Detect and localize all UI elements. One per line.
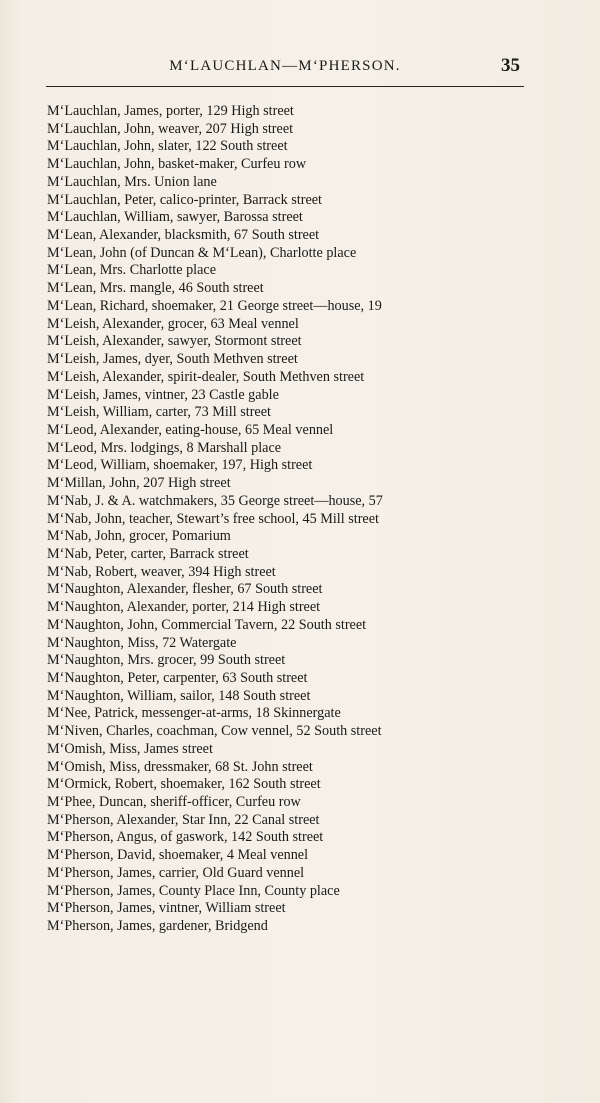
directory-entry: M‘Leish, William, carter, 73 Mill street xyxy=(47,404,271,421)
directory-entry: M‘Lauchlan, Peter, calico-printer, Barrack street xyxy=(47,191,322,208)
directory-entry: M‘Naughton, Miss, 72 Watergate xyxy=(47,634,237,651)
directory-entry: M‘Nab, John, teacher, Stewart’s free school, 45 Mill street xyxy=(47,510,379,527)
directory-entry: M‘Pherson, James, County Place Inn, County place xyxy=(47,882,340,899)
header-rule xyxy=(46,86,524,87)
directory-entry: M‘Leod, Alexander, eating-house, 65 Meal vennel xyxy=(47,421,334,438)
directory-entry: M‘Lean, Mrs. mangle, 46 South street xyxy=(47,280,264,297)
directory-entry: M‘Pherson, James, vintner, William street xyxy=(47,900,286,917)
directory-entry: M‘Pherson, David, shoemaker, 4 Meal vennel xyxy=(47,847,309,864)
directory-entries xyxy=(47,103,517,936)
directory-entry: M‘Lauchlan, John, basket-maker, Curfeu row xyxy=(47,156,307,173)
directory-entry: M‘Nab, John, grocer, Pomarium xyxy=(47,528,231,545)
directory-entry: M‘Pherson, Angus, of gaswork, 142 South street xyxy=(47,829,324,846)
directory-entry: M‘Niven, Charles, coachman, Cow vennel, 52 South street xyxy=(47,723,382,740)
directory-entry: M‘Millan, John, 207 High street xyxy=(47,475,231,492)
directory-entry: M‘Leod, Mrs. lodgings, 8 Marshall place xyxy=(47,439,282,456)
directory-entry: M‘Lean, John (of Duncan & M‘Lean), Charlotte place xyxy=(47,244,357,261)
directory-entry: M‘Lauchlan, William, sawyer, Barossa street xyxy=(47,209,303,226)
directory-entry: M‘Leod, William, shoemaker, 197, High street xyxy=(47,457,313,474)
directory-entry: M‘Nee, Patrick, messenger-at-arms, 18 Skinnergate xyxy=(47,705,341,722)
directory-entry: M‘Leish, Alexander, sawyer, Stormont street xyxy=(47,333,302,350)
directory-entry: M‘Naughton, Alexander, flesher, 67 South street xyxy=(47,581,323,598)
directory-entry: M‘Leish, Alexander, spirit-dealer, South Methven street xyxy=(47,368,365,385)
directory-entry: M‘Naughton, Peter, carpenter, 63 South street xyxy=(47,670,308,686)
directory-entry: M‘Nab, Peter, carter, Barrack street xyxy=(47,545,249,562)
directory-entry: M‘Lauchlan, James, porter, 129 High street xyxy=(47,103,294,119)
directory-entry: M‘Lauchlan, John, slater, 122 South street xyxy=(47,138,288,155)
directory-entry: M‘Ormick, Robert, shoemaker, 162 South street xyxy=(47,776,321,793)
directory-entry: M‘Leish, James, dyer, South Methven street xyxy=(47,351,298,368)
running-head: M‘LAUCHLAN—M‘PHERSON. xyxy=(169,58,401,74)
directory-entry: M‘Naughton, William, sailor, 148 South street xyxy=(47,687,311,704)
directory-entry: M‘Leish, James, vintner, 23 Castle gable xyxy=(47,386,279,403)
directory-entry: M‘Pherson, James, gardener, Bridgend xyxy=(47,918,268,935)
directory-entry: M‘Phee, Duncan, sheriff-officer, Curfeu row xyxy=(47,794,301,811)
directory-entry: M‘Pherson, Alexander, Star Inn, 22 Canal street xyxy=(47,811,320,828)
directory-entry: M‘Naughton, Alexander, porter, 214 High street xyxy=(47,599,321,616)
directory-entry: M‘Nab, Robert, weaver, 394 High street xyxy=(47,563,276,580)
directory-entry: M‘Naughton, John, Commercial Tavern, 22 South street xyxy=(47,616,367,633)
directory-entry: M‘Pherson, James, carrier, Old Guard vennel xyxy=(47,864,305,881)
directory-entry: M‘Naughton, Mrs. grocer, 99 South street xyxy=(47,652,286,669)
directory-entry: M‘Nab, J. & A. watchmakers, 35 George street—house, 57 xyxy=(47,492,383,509)
directory-entry: M‘Omish, Miss, dressmaker, 68 St. John street xyxy=(47,758,313,775)
directory-entry: M‘Lean, Mrs. Charlotte place xyxy=(47,262,217,279)
directory-entry: M‘Leish, Alexander, grocer, 63 Meal vennel xyxy=(47,315,299,332)
directory-entry: M‘Lean, Alexander, blacksmith, 67 South street xyxy=(47,227,320,244)
directory-entry: M‘Lauchlan, Mrs. Union lane xyxy=(47,173,217,190)
page-header xyxy=(46,56,524,80)
directory-entry: M‘Lauchlan, John, weaver, 207 High street xyxy=(47,120,294,137)
directory-entry: M‘Omish, Miss, James street xyxy=(47,740,213,757)
directory-entry: M‘Lean, Richard, shoemaker, 21 George street—house, 19 xyxy=(47,297,382,314)
page-number: 35 xyxy=(501,55,520,76)
